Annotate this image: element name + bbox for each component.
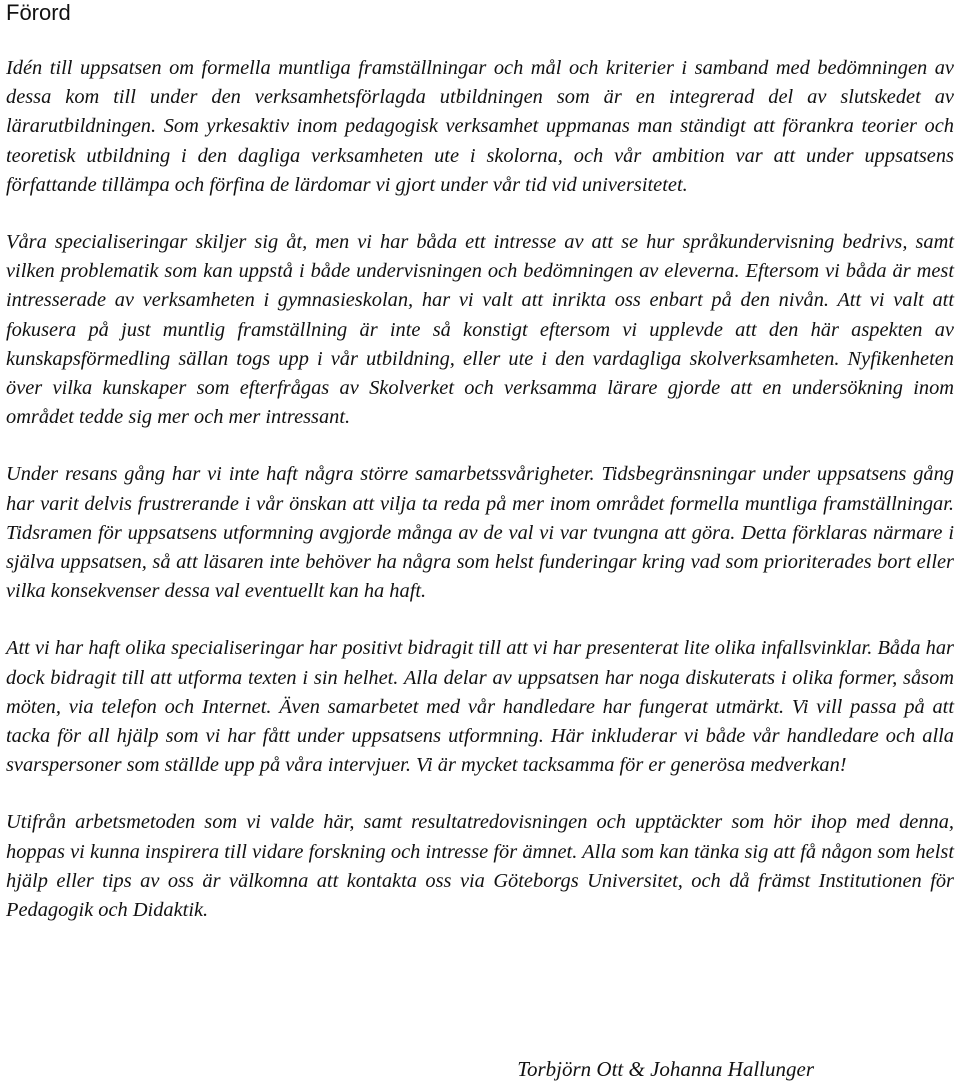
document-body — [6, 54, 954, 925]
signature: Torbjörn Ott & Johanna Hallunger — [517, 1057, 814, 1081]
paragraph-5: Utifrån arbetsmetoden som vi valde här, samt resultatredovisningen och upptäckter som hör ihop med denna, hoppas vi kunna inspirera till vidare forskning och intresse för ämnet. Alla som kan tänka sig att få någon som helst hjälp eller tips av oss är välkomna att kontakta oss via Göteborgs Universitet, och då främst Institutionen för Pedagogik och Didaktik. — [6, 811, 954, 922]
page-title: Förord — [6, 0, 71, 25]
paragraph-1: Idén till uppsatsen om formella muntliga framställningar och mål och kriterier i samband med bedömningen av dessa kom till under den verksamhetsförlagda utbildningen som är en integrerad del av slutskedet av lärarutbildningen. Som yrkesaktiv inom pedagogisk verksamhet uppmanas man ständigt att förankra teorier och teoretisk utbildning i den dagliga verksamheten ute i skolorna, och vår ambition var att under uppsatsens författande tillämpa och förfina de lärdomar vi gjort under vår tid vid universitetet. — [6, 57, 954, 196]
paragraph-2: Våra specialiseringar skiljer sig åt, men vi har båda ett intresse av att se hur språkundervisning bedrivs, samt vilken problematik som kan uppstå i både undervisningen och bedömningen av eleverna. Eftersom vi båda är mest intresserade av verksamheten i gymnasieskolan, har vi valt att inrikta oss enbart på den nivån. Att vi valt att fokusera på just muntlig framställning är inte så konstigt eftersom vi upplevde att den här aspekten av kunskapsförmedling sällan togs upp i vår utbildning, eller ute i den vardagliga skolverksamheten. Nyfikenheten över vilka kunskaper som efterfrågas av Skolverket och verksamma lärare gjorde att en undersökning inom området tedde sig mer och mer intressant. — [6, 231, 954, 429]
paragraph-3: Under resans gång har vi inte haft några större samarbetssvårigheter. Tidsbegränsningar under uppsatsens gång har varit delvis frustrerande i vår önskan att vilja ta reda på mer inom området formella muntliga framställningar. Tidsramen för uppsatsens utformning avgjorde många av de val vi var tvungna att göra. Detta förklaras närmare i själva uppsatsen, så att läsaren inte behöver ha några som helst funderingar kring vad som prioriterades bort eller vilka konsekvenser dessa val eventuellt kan ha haft. — [6, 463, 954, 603]
paragraph-4: Att vi har haft olika specialiseringar har positivt bidragit till att vi har presenterat lite olika infallsvinklar. Båda har dock bidragit till att utforma texten i sin helhet. Alla delar av uppsatsen har noga diskuterats i olika former, såsom möten, via telefon och Internet. Även samarbetet med vår handledare har fungerat utmärkt. Vi vill passa på att tacka för all hjälp som vi har fått under uppsatsens utformning. Här inkluderar vi både vår handledare och alla svarspersoner som ställde upp på våra intervjuer. Vi är mycket tacksamma för er generösa medverkan! — [6, 637, 954, 777]
